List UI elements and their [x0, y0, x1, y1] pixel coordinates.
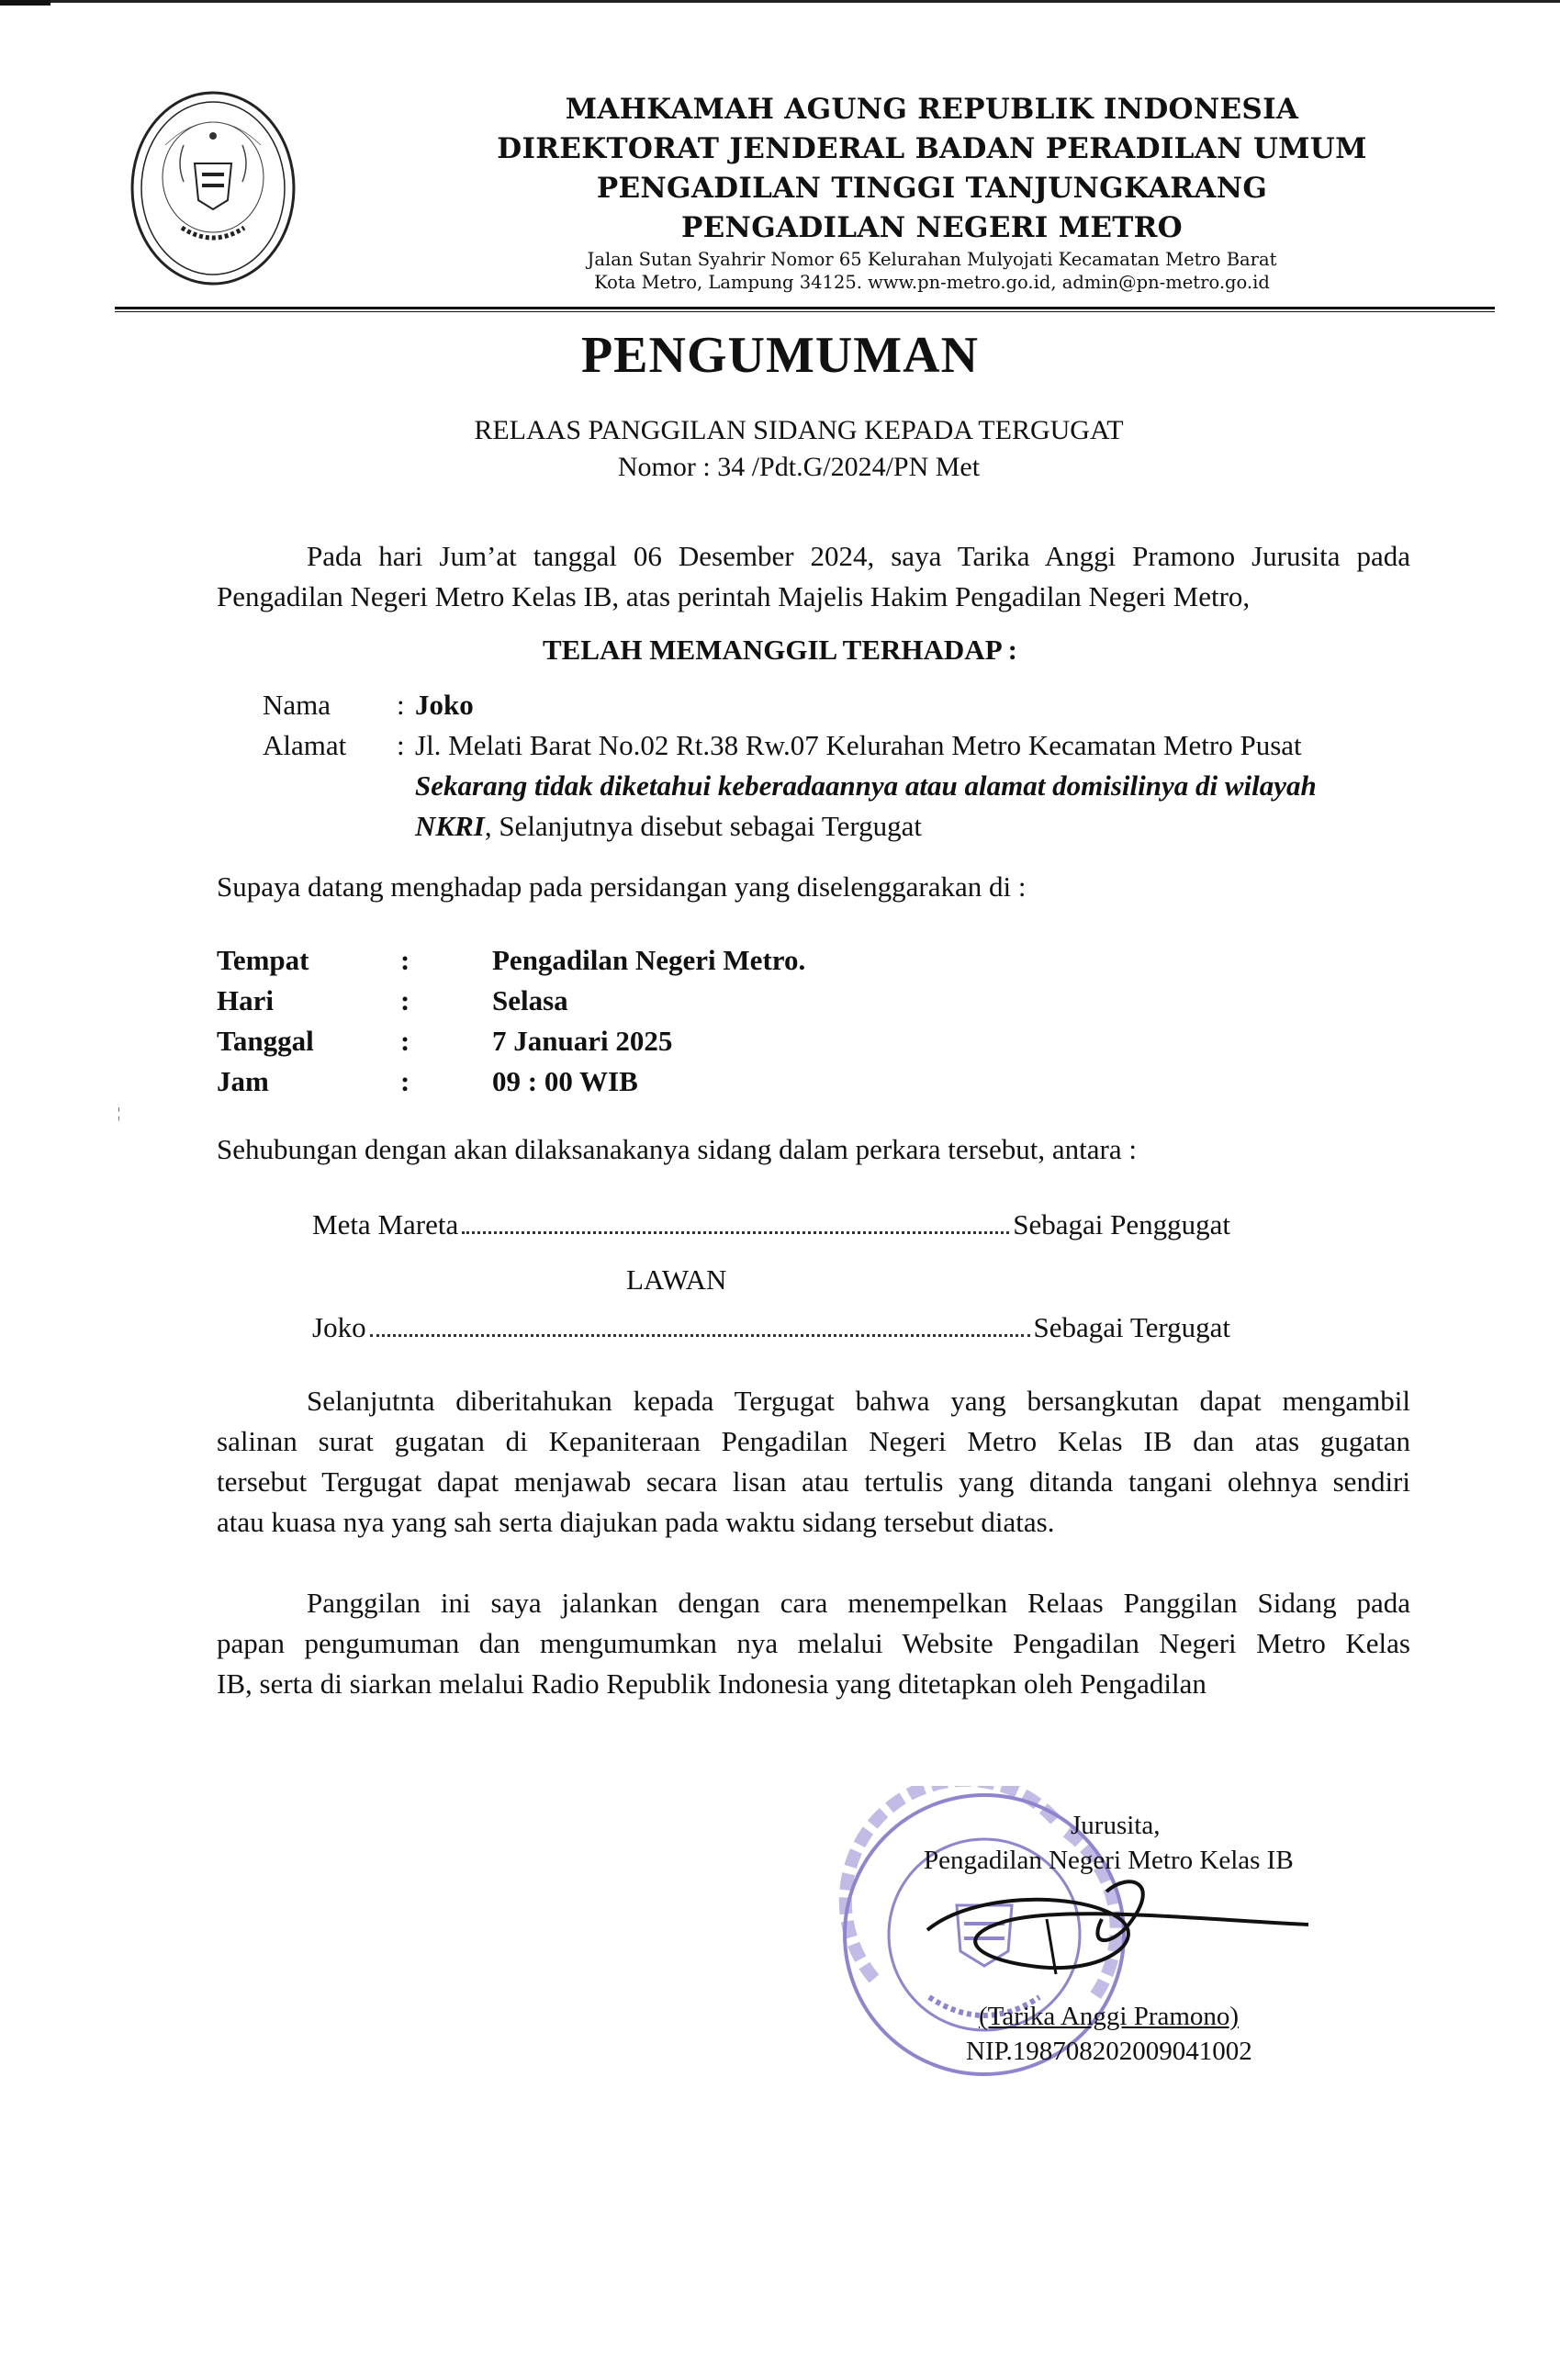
letterhead-line-1: MAHKAMAH AGUNG REPUBLIK INDONESIA [565, 93, 1299, 126]
intro-paragraph [217, 536, 1410, 617]
schedule-value-day: Selasa [492, 984, 568, 1016]
notice-paragraph [217, 1381, 1410, 1543]
document-subtitle: RELAAS PANGGILAN SIDANG KEPADA TERGUGAT [474, 415, 1124, 445]
schedule-label-place: Tempat [217, 944, 309, 976]
address-line-3-rest: , Selanjutnya disebut sebagai Tergugat [484, 810, 923, 842]
signature-role: Jurusita, [1071, 1811, 1161, 1840]
document-number: Nomor : 34 /Pdt.G/2024/PN Met [617, 452, 981, 482]
intro-line-1: Pada hari Jum’at tanggal 06 Desember 2024, saya Tarika Anggi Pramono Jurusita pada [307, 540, 1410, 572]
address-label: Alamat [263, 729, 347, 761]
schedule-label-date: Tanggal [217, 1025, 314, 1057]
schedule-colon: : [400, 944, 410, 976]
letterhead-address-2: Kota Metro, Lampung 34125. www.pn-metro.go.id, admin@pn-metro.go.id [594, 272, 1270, 293]
name-colon: : [397, 689, 405, 721]
court-logo [129, 90, 298, 287]
versus-label: LAWAN [626, 1263, 727, 1296]
publication-paragraph [217, 1583, 1410, 1704]
defendant-role: Sebagai Tergugat [1033, 1311, 1230, 1343]
scan-edge-mark [0, 0, 51, 6]
schedule-value-time: 09 : 00 WIB [492, 1065, 638, 1097]
intro-line-2: Pengadilan Negeri Metro Kelas IB, atas perintah Majelis Hakim Pengadilan Negeri Metro, [217, 580, 1251, 612]
called-heading: TELAH MEMANGGIL TERHADAP : [542, 634, 1017, 666]
notice-line-2: salinan surat gugatan di Kepaniteraan Pengadilan Negeri Metro Kelas IB dan atas gugatan [217, 1425, 1410, 1457]
plaintiff-name: Meta Mareta [312, 1208, 459, 1241]
schedule-colon: : [400, 1025, 410, 1057]
letterhead-line-2: DIREKTORAT JENDERAL BADAN PERADILAN UMUM [497, 132, 1367, 165]
publication-line-2: papan pengumuman dan mengumumkan nya melalui Website Pengadilan Negeri Metro Kelas [217, 1627, 1410, 1659]
notice-line-4: atau kuasa nya yang sah serta diajukan pada waktu sidang tersebut diatas. [217, 1506, 1055, 1538]
dot-leader [462, 1230, 1009, 1234]
header-rule-thin [115, 311, 1495, 312]
signature-office: Pengadilan Negeri Metro Kelas IB [924, 1846, 1294, 1875]
scan-edge-line [0, 0, 1560, 3]
regarding-text: Sehubungan dengan akan dilaksanakanya sidang dalam perkara tersebut, antara : [217, 1133, 1137, 1165]
defendant-line [312, 1311, 1230, 1344]
plaintiff-line [312, 1208, 1230, 1241]
address-line-3 [415, 806, 922, 847]
notice-line-1: Selanjutnta diberitahukan kepada Tergugat bahwa yang bersangkutan dapat mengambil [307, 1385, 1410, 1417]
notice-line-3: tersebut Tergugat dapat menjawab secara lisan atau tertulis yang ditanda tangani olehnya sendiri [217, 1465, 1410, 1498]
letterhead-address-1: Jalan Sutan Syahrir Nomor 65 Kelurahan Mulyojati Kecamatan Metro Barat [587, 249, 1277, 270]
address-nkri: NKRI [415, 810, 485, 842]
schedule-label-time: Jam [217, 1065, 269, 1097]
publication-line-1: Panggilan ini saya jalankan dengan cara menempelkan Relaas Panggilan Sidang pada [307, 1587, 1410, 1619]
schedule-value-place: Pengadilan Negeri Metro. [492, 944, 806, 976]
dot-leader [370, 1333, 1030, 1337]
schedule-colon: : [400, 1065, 410, 1097]
invitation-text: Supaya datang menghadap pada persidangan yang diselenggarakan di : [217, 870, 1027, 903]
address-line-2: Sekarang tidak diketahui keberadaannya atau alamat domisilinya di wilayah [415, 769, 1317, 802]
address-line-1: Jl. Melati Barat No.02 Rt.38 Rw.07 Kelurahan Metro Kecamatan Metro Pusat [415, 729, 1302, 761]
plaintiff-role: Sebagai Penggugat [1013, 1208, 1230, 1241]
schedule-colon: : [400, 984, 410, 1016]
letterhead-line-3: PENGADILAN TINGGI TANJUNGKARANG [596, 172, 1268, 205]
handwritten-signature [918, 1855, 1322, 2002]
defendant-name: Joko [312, 1311, 366, 1343]
schedule-value-date: 7 Januari 2025 [492, 1025, 673, 1057]
address-colon: : [397, 729, 405, 761]
scan-speck: ¦ [118, 1106, 121, 1121]
name-value: Joko [415, 689, 474, 721]
document-title: PENGUMUMAN [580, 327, 980, 384]
signature-nip: NIP.198708202009041002 [966, 2037, 1252, 2066]
signature-name: (Tarika Anggi Pramono) [979, 2002, 1240, 2031]
letterhead-line-4: PENGADILAN NEGERI METRO [681, 211, 1183, 244]
name-label: Nama [263, 689, 331, 721]
publication-line-3: IB, serta di siarkan melalui Radio Republik Indonesia yang ditetapkan oleh Pengadilan [217, 1667, 1206, 1700]
schedule-label-day: Hari [217, 984, 274, 1016]
letterhead [432, 90, 1432, 294]
header-rule [115, 307, 1495, 309]
